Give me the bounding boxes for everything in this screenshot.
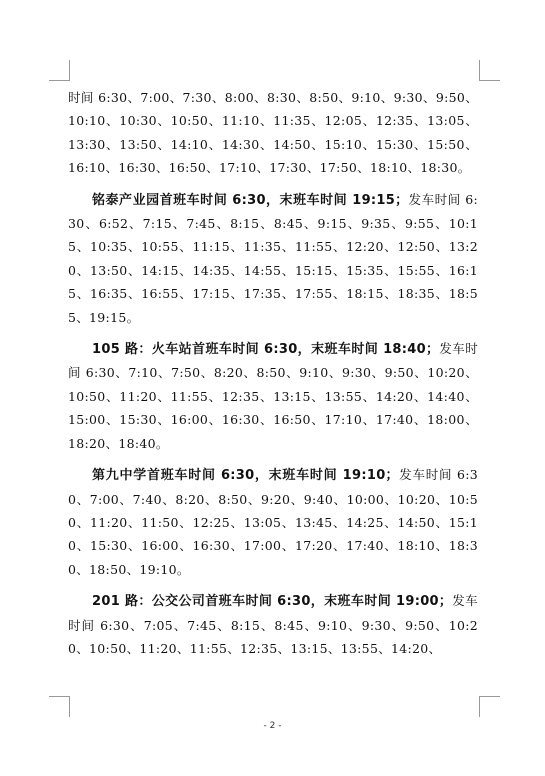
- paragraph-text: 发车时间 6:30、7:05、7:45、8:15、8:45、9:10、9:30、9:50、10:20、10:50、11:20、11:55、12:35、13:15、13:55、14:20、: [68, 593, 478, 656]
- paragraph-route-201-schedule: [68, 589, 478, 660]
- paragraph-text: 发车时间 6:30、7:00、7:40、8:20、8:50、9:20、9:40、10:00、10:20、10:50、11:20、11:50、12:25、13:05、13:45、14:25、14:50、15:10、15:30、16:00、16:30、17:00、17:20、17:40、18:10、18:30、18:50、19:10。: [68, 467, 478, 577]
- crop-mark-bottom-right: [479, 696, 500, 717]
- crop-mark-top-right: [479, 60, 500, 81]
- crop-mark-top-left: [49, 60, 70, 81]
- paragraph-heading: 105 路：火车站首班车时间 6:30，末班车时间 18:40；: [92, 342, 440, 358]
- document-body: [68, 86, 478, 660]
- paragraph-text: 发车时间 6:30、6:52、7:15、7:45、8:15、8:45、9:15、9:35、9:55、10:15、10:35、10:55、11:15、11:35、11:55、12:20、12:50、13:20、13:50、14:15、14:35、14:55、15:15、15:35、15:55、16:15、16:35、16:55、17:15、17:35、17:55、18:15、18:35、18:55、19:15。: [68, 191, 478, 325]
- paragraph-ninth-middle-school-schedule: [68, 463, 478, 581]
- paragraph-heading: 201 路：公交公司首班车时间 6:30，末班车时间 19:00；: [92, 594, 453, 610]
- crop-mark-bottom-left: [49, 696, 70, 717]
- paragraph-text: 时间 6:30、7:00、7:30、8:00、8:30、8:50、9:10、9:30、9:50、10:10、10:30、10:50、11:10、11:35、12:05、12:35、13:05、13:30、13:50、14:10、14:30、14:50、15:10、15:30、15:50、16:10、16:30、16:50、17:10、17:30、17:50、18:10、18:30。: [68, 90, 478, 176]
- paragraph-heading: 铭泰产业园首班车时间 6:30，末班车时间 19:15；: [92, 192, 409, 208]
- paragraph-heading: 第九中学首班车时间 6:30，末班车时间 19:10；: [92, 468, 399, 484]
- paragraph-continued-schedule: [68, 86, 478, 180]
- paragraph-route-105-schedule: [68, 337, 478, 455]
- paragraph-text: 发车时间 6:30、7:10、7:50、8:20、8:50、9:10、9:30、9:50、10:20、10:50、11:20、11:55、12:35、13:15、13:55、14:20、14:40、15:00、15:30、16:00、16:30、16:50、17:10、17:40、18:00、18:20、18:40。: [68, 341, 479, 451]
- paragraph-mingtai-schedule: [68, 188, 478, 329]
- page-number: - 2 -: [263, 721, 282, 731]
